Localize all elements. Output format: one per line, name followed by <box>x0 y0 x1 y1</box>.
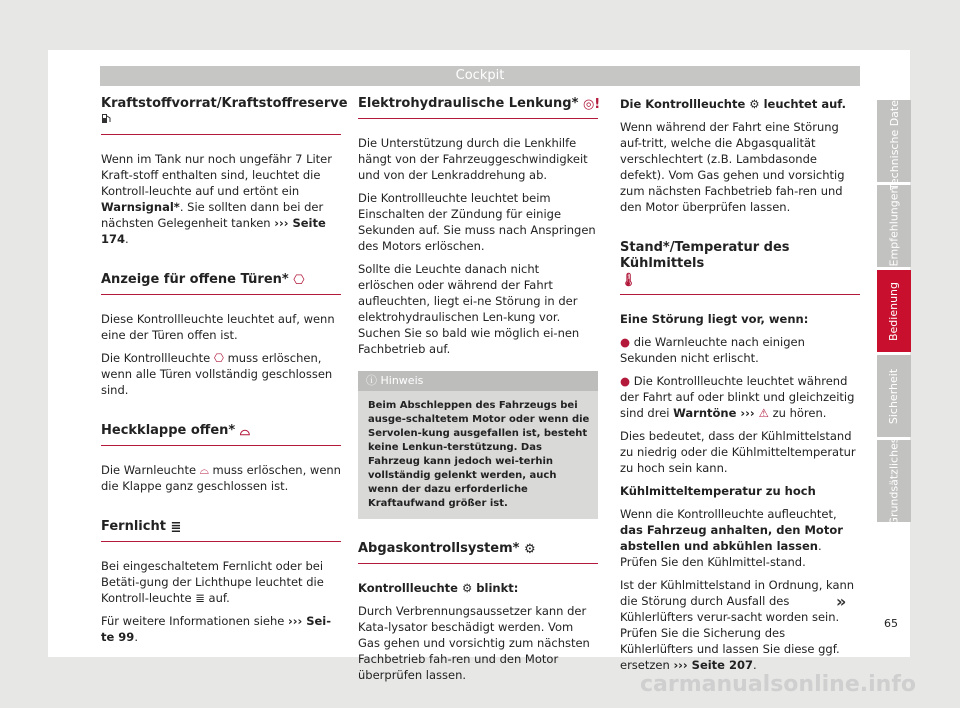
link-seite-207[interactable]: ››› Seite 207 <box>673 658 753 672</box>
highbeam-paragraph-2: Für weitere Informationen siehe ››› Sei-te 99. <box>101 614 332 644</box>
column-3 <box>620 96 860 680</box>
tab-empfehlungen[interactable]: Empfehlungen <box>877 185 911 267</box>
heading-highbeam: Fernlicht ≣ <box>101 519 341 542</box>
column-1 <box>101 96 348 652</box>
steering-paragraph-2: Die Kontrollleuchte leuchtet beim Einschalten der Zündung für einige Sekunden auf. Sie muss nach Anspringen des Motors erlöschen. <box>358 191 596 253</box>
emission-subheading: Kontrollleuchte ⚙ blinkt: <box>358 581 519 595</box>
high-beam-icon-inline: ≣ <box>195 591 205 605</box>
hint-header: ⓘ Hinweis <box>358 371 598 391</box>
bullet-icon: ● <box>620 374 631 388</box>
coolant-paragraph-1: Dies bedeutet, dass der Kühlmittelstand zu niedrig oder die Kühlmitteltemperatur zu hoch sein kann. <box>620 429 856 475</box>
tab-technische-daten[interactable]: Technische Daten <box>877 100 911 182</box>
heading-tailgate: Heckklappe offen* ⌓ <box>101 423 341 446</box>
temperature-subheading: Kühlmitteltemperatur zu hoch <box>620 484 816 498</box>
doors-paragraph-2: Die Kontrollleuchte ⎔ muss erlöschen, wenn alle Türen vollständig geschlossen sind. <box>101 351 333 397</box>
link-seite-174[interactable]: ››› Seite 174 <box>101 216 326 246</box>
fuel-pump-icon <box>101 113 112 123</box>
heading-fuel-text: Kraftstoffvorrat/Kraftstoffreserve <box>101 96 348 111</box>
bullet-icon: ● <box>620 335 631 349</box>
fault-subheading: Eine Störung liegt vor, wenn: <box>620 312 809 326</box>
steering-paragraph-1: Die Unterstützung durch die Lenkhilfe hängt von der Fahrzeuggeschwindigkeit und von der Lenkraddrehung ab. <box>358 136 588 182</box>
heading-coolant: Stand*/Temperatur des Kühlmittels 🌡︎ <box>620 240 860 295</box>
door-open-icon: ⎔ <box>293 273 305 288</box>
section-header: Cockpit <box>100 66 860 86</box>
page-number: 65 <box>884 617 898 630</box>
light-on-subheading: Die Kontrollleuchte ⚙ leuchtet auf. <box>620 97 847 111</box>
heading-doors: Anzeige für offene Türen* ⎔ <box>101 272 341 295</box>
steering-paragraph-3: Sollte die Leuchte danach nicht erlöschen oder während der Fahrt aufleuchten, liegt ei-ne Störung in der elektrohydraulischen Len-kung vor. Suchen Sie so bald wie möglich ei-nen Fachbetrieb auf. <box>358 262 580 356</box>
engine-icon: ⚙ <box>524 542 536 557</box>
highbeam-paragraph-1: Bei eingeschaltetem Fernlicht oder bei Betäti-gung der Lichthupe leuchtet die Kontroll-leuchte ≣ auf. <box>101 559 324 605</box>
tab-bedienung[interactable]: Bedienung <box>877 270 911 352</box>
warning-triangle-icon: ⚠ <box>758 406 769 420</box>
doors-paragraph-1: Diese Kontrollleuchte leuchtet auf, wenn eine der Türen offen ist. <box>101 312 335 342</box>
light-on-paragraph: Wenn während der Fahrt eine Störung auf-tritt, welche die Abgasqualität verschlechtert (z.B. Lambdasonde defekt). Vom Gas gehen und vorsichtig zum nächsten Fachbetrieb fah-ren und den Motor überprüfen lassen. <box>620 120 845 214</box>
coolant-paragraph-3: Ist der Kühlmittelstand in Ordnung, kann die Störung durch Ausfall des Kühlerlüfters verur-sacht worden sein. Prüfen Sie die Sicherung des Kühlerlüfters und lassen Sie diese ggf. ersetzen ››› Seite 207. <box>620 578 855 672</box>
tailgate-icon: ⌓ <box>239 424 251 439</box>
tab-grundsaetzliches[interactable]: Grundsätzliches <box>877 440 911 522</box>
hint-box <box>358 371 598 519</box>
hint-text: Beim Abschleppen des Fahrzeugs bei ausge-schaltetem Motor oder wenn die Servolen-kung ausgefallen ist, besteht keine Lenkun-terstützung. Das Fahrzeug kann jedoch wei-terhin vollständig gelenkt werden, auch wenn der dazu erforderliche Kraftaufwand größer ist. <box>368 400 590 509</box>
column-2 <box>358 96 601 690</box>
engine-icon-inline: ⚙ <box>461 581 473 595</box>
door-open-icon-inline: ⎔ <box>213 351 224 365</box>
heading-fuel <box>101 96 348 135</box>
bullet-1: ● die Warnleuchte nach einigen Sekunden nicht erlischt. <box>620 335 805 365</box>
tailgate-icon-inline: ⌓ <box>199 463 209 477</box>
info-icon: ⓘ <box>366 374 377 387</box>
tailgate-paragraph: Die Warnleuchte ⌓ muss erlöschen, wenn die Klappe ganz geschlossen ist. <box>101 463 341 493</box>
bullet-2: ● Die Kontrollleuchte leuchtet während der Fahrt auf oder blinkt und gleichzeitig sind drei Warntöne ››› ⚠ zu hören. <box>620 374 855 420</box>
fuel-paragraph: Wenn im Tank nur noch ungefähr 7 Liter Kraft-stoff enthalten sind, leuchtet die Kontroll-leuchte auf und ertönt ein Warnsignal*. Sie sollten dann bei der nächsten Gelegenheit tanken ››› Seite 174. <box>101 152 332 246</box>
steering-warning-icon: ◎! <box>582 97 601 112</box>
heading-emission: Abgaskontrollsystem* ⚙ <box>358 541 598 564</box>
heading-steering: Elektrohydraulische Lenkung* ◎! <box>358 96 598 119</box>
high-beam-icon: ≣ <box>170 520 182 535</box>
continue-marker: » <box>836 592 847 611</box>
emission-paragraph: Durch Verbrennungsaussetzer kann der Kata-lysator beschädigt werden. Vom Gas gehen und vorsichtig zum nächsten Fachbetrieb fah-ren und den Motor überprüfen lassen. <box>358 604 590 682</box>
coolant-paragraph-2: Wenn die Kontrollleuchte aufleuchtet, das Fahrzeug anhalten, den Motor abstellen und abkühlen lassen. Prüfen Sie den Kühlmittel-stand. <box>620 507 843 569</box>
link-seite-99[interactable]: ››› Sei-te 99 <box>101 614 332 644</box>
chapter-sidebar <box>877 92 911 526</box>
tab-sicherheit[interactable]: Sicherheit <box>877 355 911 437</box>
engine-icon-inline-2: ⚙ <box>749 97 760 111</box>
coolant-temperature-icon: 🌡︎ <box>620 273 637 288</box>
watermark-logo: carmanualsonline.info <box>640 672 916 697</box>
